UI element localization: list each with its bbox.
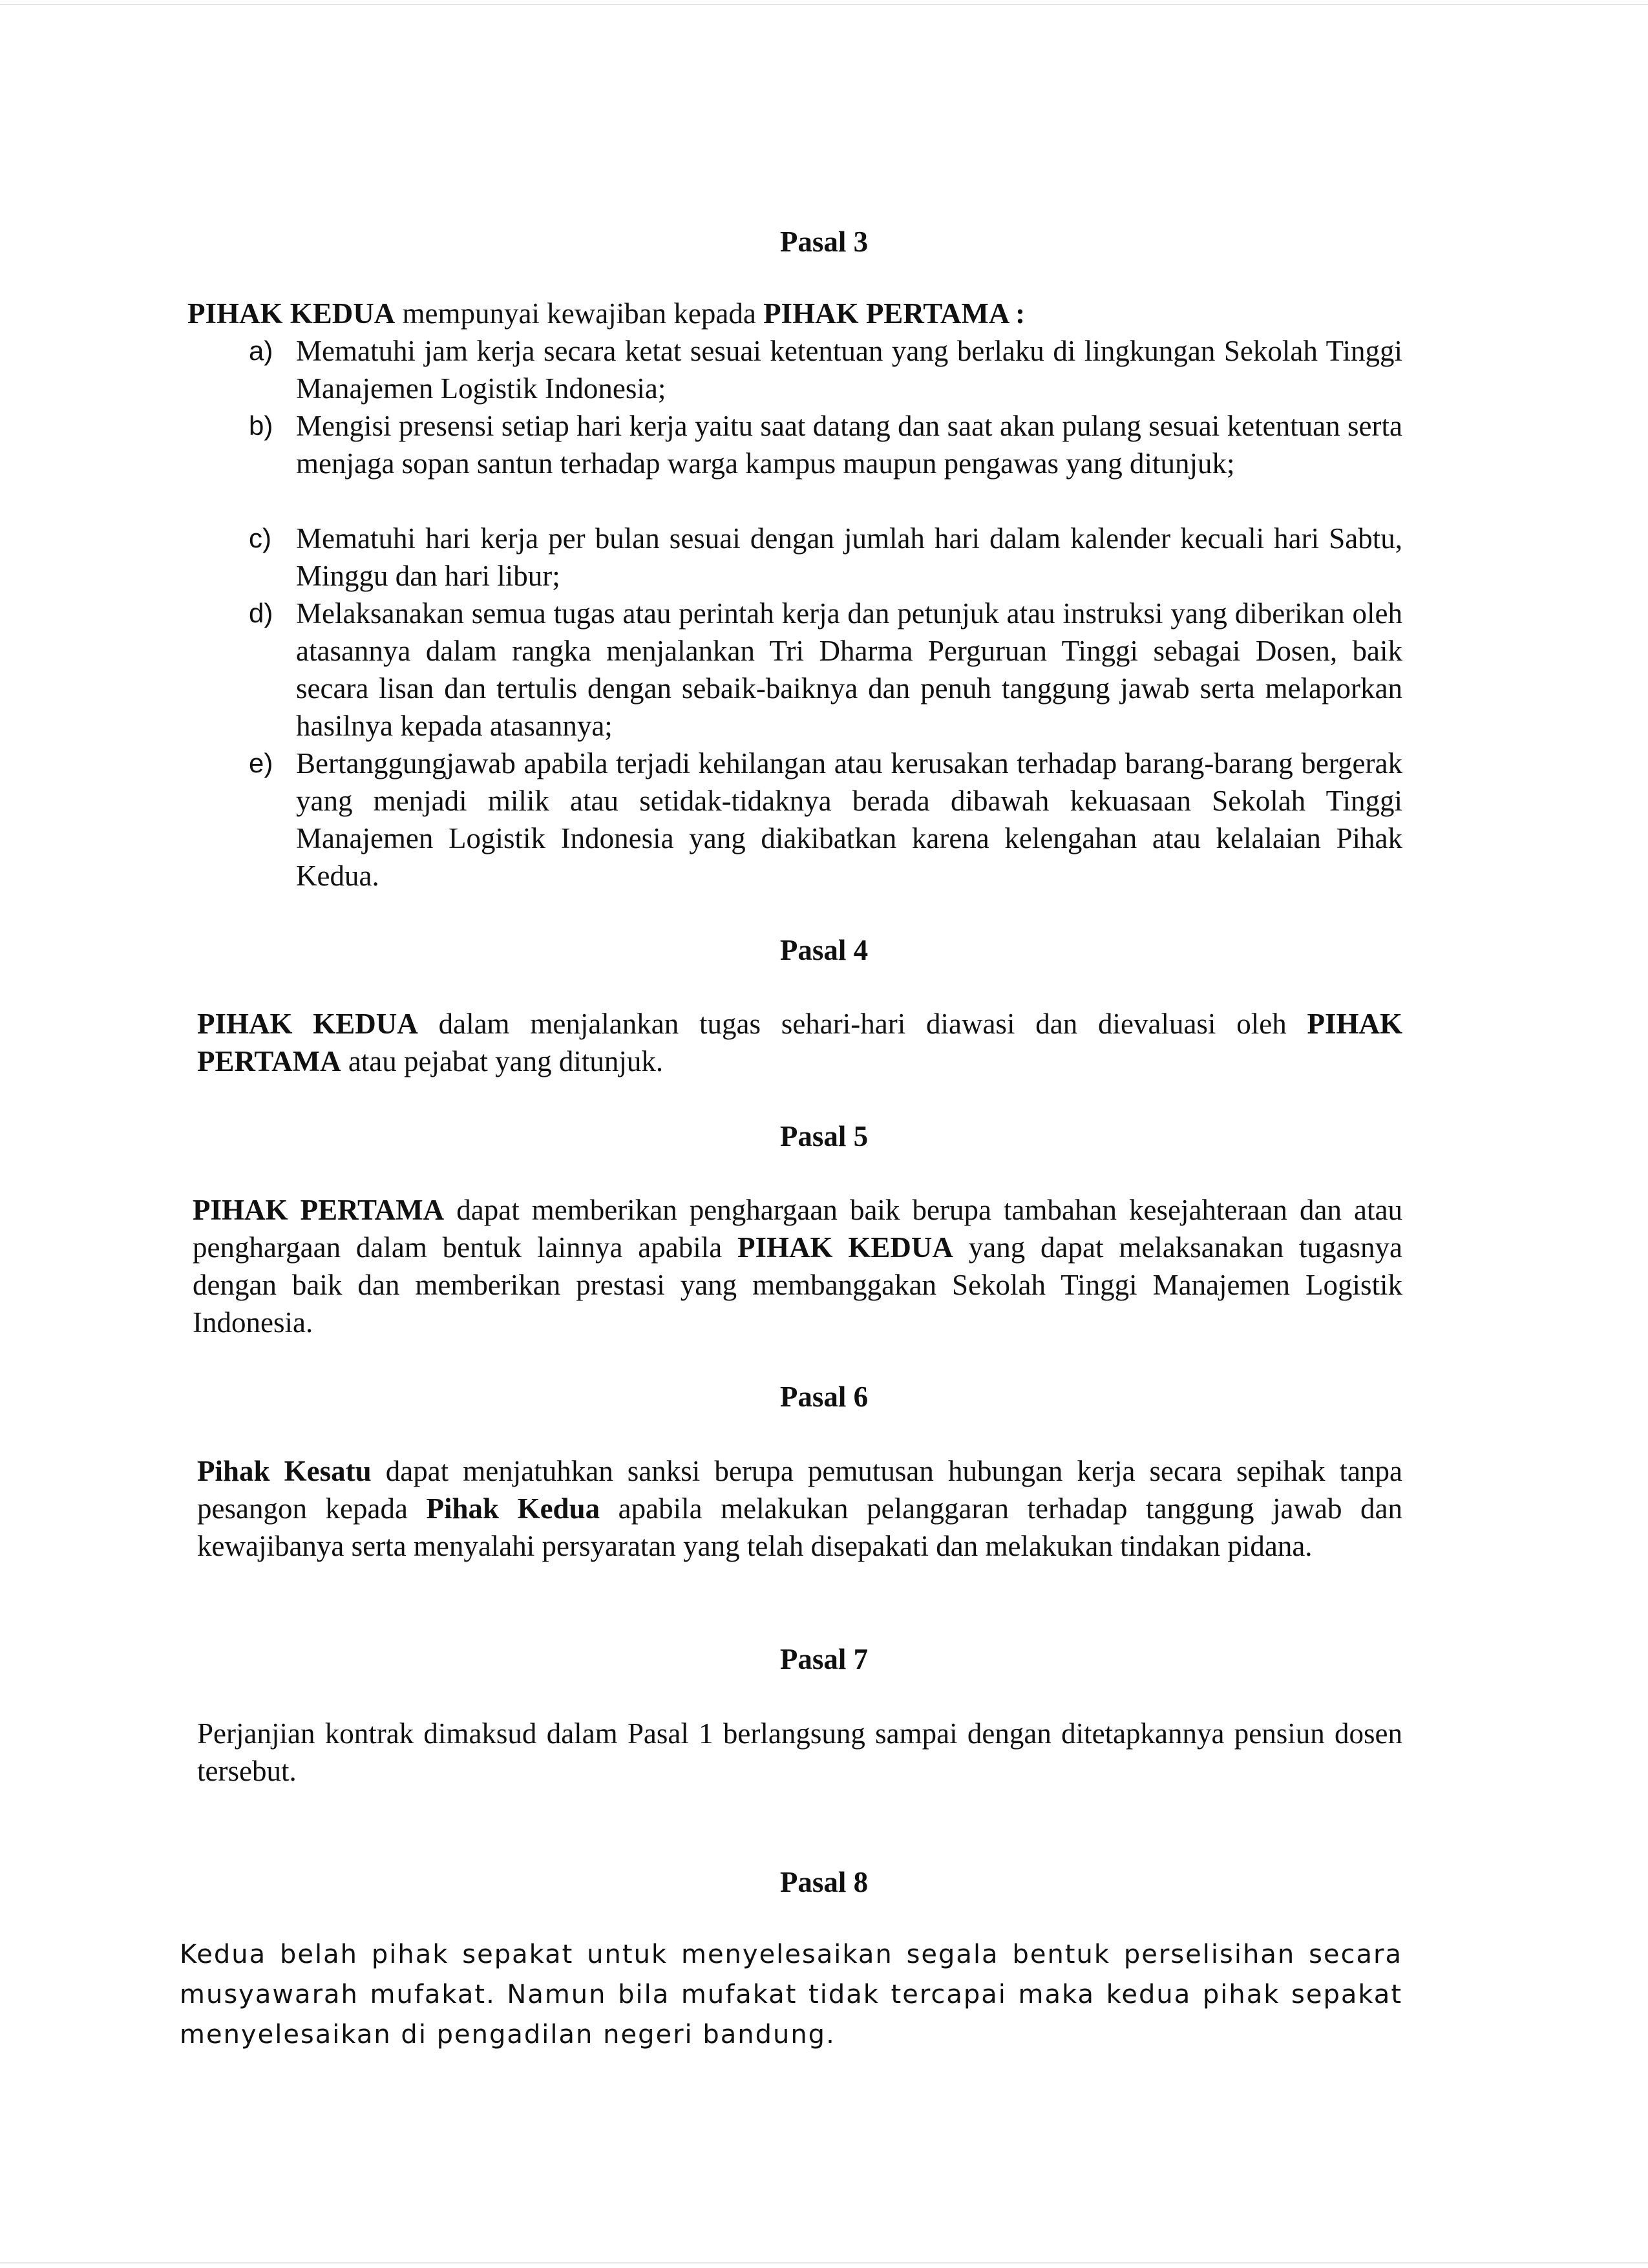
scan-edge-bottom <box>0 2262 1648 2263</box>
body-text: yang dapat melaksanakan tugasnya dengan baik dan memberikan prestasi yang membanggakan Sekolah Tinggi Manajemen Logistik Indonesia. <box>193 1231 1403 1339</box>
pihak-pertama-label: PIHAK PERTAMA <box>197 1008 1402 1077</box>
item-marker: b) <box>249 410 273 441</box>
pasal-6-body <box>197 1452 1402 1565</box>
item-marker: a) <box>249 335 273 366</box>
item-text: Mematuhi jam kerja secara ketat sesuai ketentuan yang berlaku di lingkungan Sekolah Tinggi Manajemen Logistik Indonesia; <box>296 335 1402 405</box>
scan-edge-top <box>0 4 1648 5</box>
pasal-3-intro <box>187 295 1402 332</box>
pasal-7-body: Perjanjian kontrak dimaksud dalam Pasal 1 berlangsung sampai dengan ditetapkannya pensiun dosen tersebut. <box>197 1717 1402 1787</box>
body-text: dalam menjalankan tugas sehari-hari diawasi dan dievaluasi oleh <box>417 1008 1307 1040</box>
pihak-pertama-label: PIHAK PERTAMA <box>193 1194 445 1226</box>
pasal-8-body: Kedua belah pihak sepakat untuk menyelesaikan segala bentuk perselisihan secara musyawarah mufakat. Namun bila mufakat tidak tercapai maka kedua pihak sepakat menyelesaikan di pengadilan negeri bandung. <box>180 1940 1402 2050</box>
pihak-kedua-label: PIHAK KEDUA <box>737 1231 953 1264</box>
body-text: dapat menjatuhkan sanksi berupa pemutusan hubungan kerja secara sepihak tanpa pesangon kepada <box>197 1455 1402 1525</box>
pasal-8-heading: Pasal 8 <box>779 1866 869 1898</box>
pihak-kedua-label: PIHAK KEDUA <box>187 297 396 330</box>
pasal-4-heading: Pasal 4 <box>779 934 869 966</box>
pihak-kedua-label: PIHAK KEDUA <box>197 1008 418 1040</box>
item-text: Mengisi presensi setiap hari kerja yaitu saat datang dan saat akan pulang sesuai ketentuan serta menjaga sopan santun terhadap warga kampus maupun pengawas yang ditunjuk; <box>296 410 1402 480</box>
item-marker: e) <box>249 748 273 778</box>
pasal-4-body <box>197 1005 1402 1080</box>
pasal-3-heading: Pasal 3 <box>779 226 869 258</box>
pasal-7-heading: Pasal 7 <box>779 1643 869 1675</box>
item-text: Mematuhi hari kerja per bulan sesuai dengan jumlah hari dalam kalender kecuali hari Sabtu, Minggu dan hari libur; <box>296 522 1402 592</box>
body-text: apabila melakukan pelanggaran terhadap tanggung jawab dan kewajibanya serta menyalahi persyaratan yang telah disepakati dan melakukan tindakan pidana. <box>197 1492 1402 1562</box>
pasal-6-heading: Pasal 6 <box>779 1381 869 1413</box>
item-marker: c) <box>249 523 271 553</box>
body-text: atau pejabat yang ditunjuk. <box>341 1045 664 1077</box>
pasal-5-body <box>193 1191 1402 1341</box>
pihak-kesatu-label: Pihak Kesatu <box>197 1455 372 1487</box>
item-marker: d) <box>249 598 273 628</box>
pasal-5-heading: Pasal 5 <box>779 1120 869 1152</box>
item-text: Melaksanakan semua tugas atau perintah kerja dan petunjuk atau instruksi yang diberikan oleh atasannya dalam rangka menjalankan Tri Dharma Perguruan Tinggi sebagai Dosen, baik secara lisan dan tertulis dengan sebaik-baiknya dan penuh tanggung jawab serta melaporkan hasilnya kepada atasannya; <box>296 597 1402 742</box>
intro-text: mempunyai kewajiban kepada <box>395 297 764 330</box>
pihak-kedua-label: Pihak Kedua <box>426 1492 600 1525</box>
pihak-pertama-label: PIHAK PERTAMA : <box>763 297 1026 330</box>
item-text: Bertanggungjawab apabila terjadi kehilangan atau kerusakan terhadap barang-barang bergerak yang menjadi milik atau setidak-tidaknya berada dibawah kekuasaan Sekolah Tinggi Manajemen Logistik Indonesia yang diakibatkan karena kelengahan atau kelalaian Pihak Kedua. <box>296 747 1402 892</box>
body-text: dapat memberikan penghargaan baik berupa tambahan kesejahteraan dan atau penghargaan dalam bentuk lainnya apabila <box>193 1194 1402 1264</box>
